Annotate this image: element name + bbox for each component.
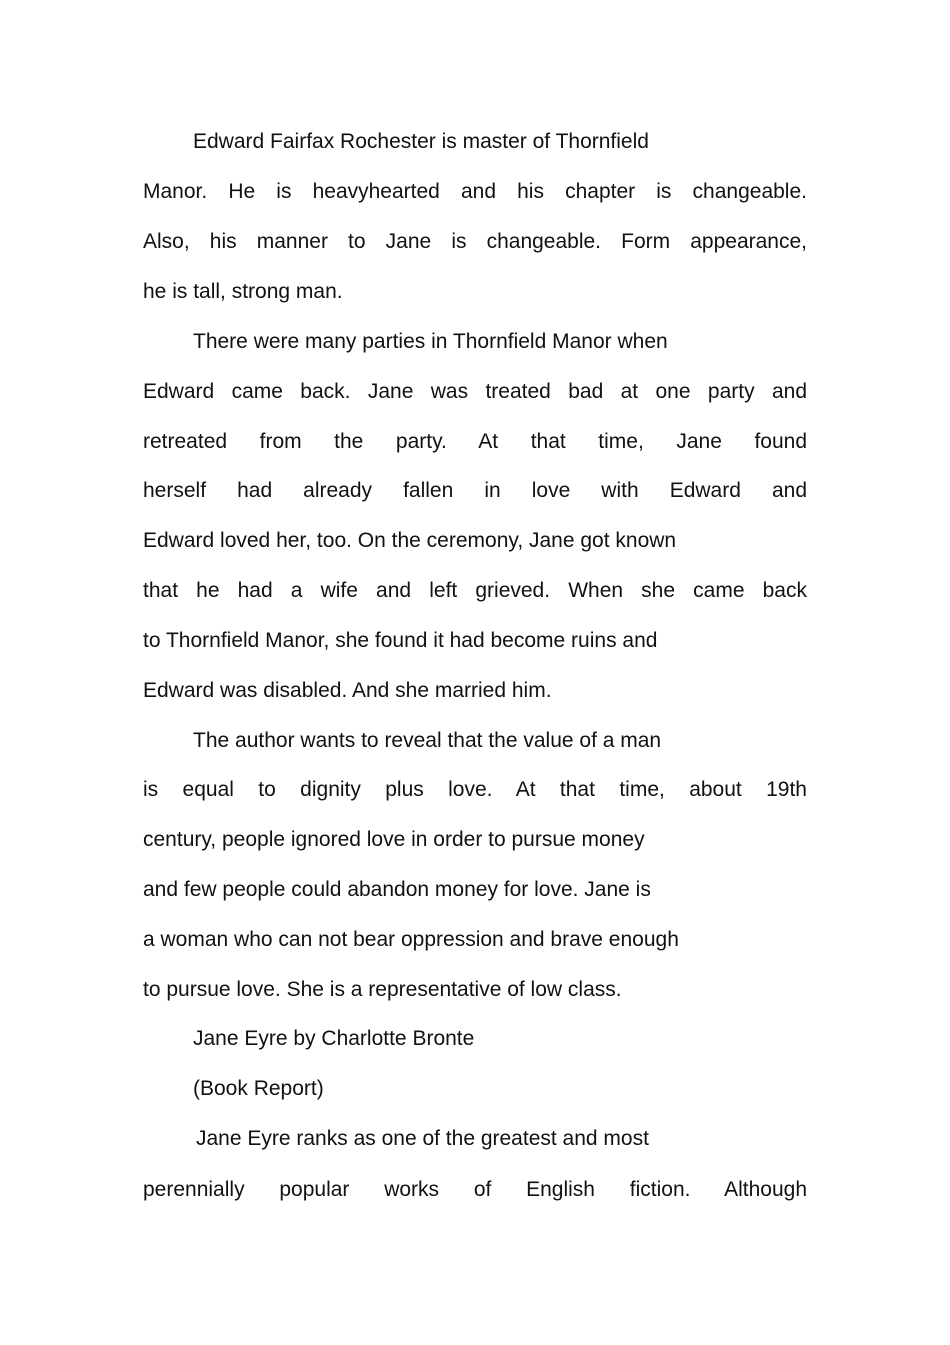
text-line: There were many parties in Thornfield Manor when [193, 330, 668, 353]
text-line: Jane Eyre by Charlotte Bronte [193, 1027, 475, 1050]
text-line: century, people ignored love in order to pursue money [143, 828, 645, 851]
text-line: is equal to dignity plus love. At that time, about 19th [143, 778, 807, 801]
text-line: (Book Report) [193, 1077, 324, 1100]
text-line: herself had already fallen in love with Edward and [143, 479, 807, 502]
text-line: Manor. He is heavyhearted and his chapter is changeable. [143, 180, 807, 203]
text-line: Edward loved her, too. On the ceremony, Jane got known [143, 529, 677, 552]
text-line: to Thornfield Manor, she found it had become ruins and [143, 629, 658, 652]
text-line: The author wants to reveal that the value of a man [193, 729, 662, 752]
text-line: Edward was disabled. And she married him. [143, 679, 552, 702]
text-line: to pursue love. She is a representative of low class. [143, 978, 622, 1001]
text-line: Edward Fairfax Rochester is master of Thornfield [193, 130, 649, 153]
text-line: Edward came back. Jane was treated bad at one party and [143, 380, 807, 403]
text-line: and few people could abandon money for love. Jane is [143, 878, 651, 901]
text-line: Also, his manner to Jane is changeable. Form appearance, [143, 230, 807, 253]
text-line: a woman who can not bear oppression and brave enough [143, 928, 679, 951]
text-line: retreated from the party. At that time, Jane found [143, 430, 807, 453]
text-line: perennially popular works of English fiction. Although [143, 1178, 807, 1201]
text-line: Jane Eyre ranks as one of the greatest and most [196, 1127, 649, 1150]
text-line: he is tall, strong man. [143, 280, 343, 303]
text-line: that he had a wife and left grieved. When she came back [143, 579, 807, 602]
